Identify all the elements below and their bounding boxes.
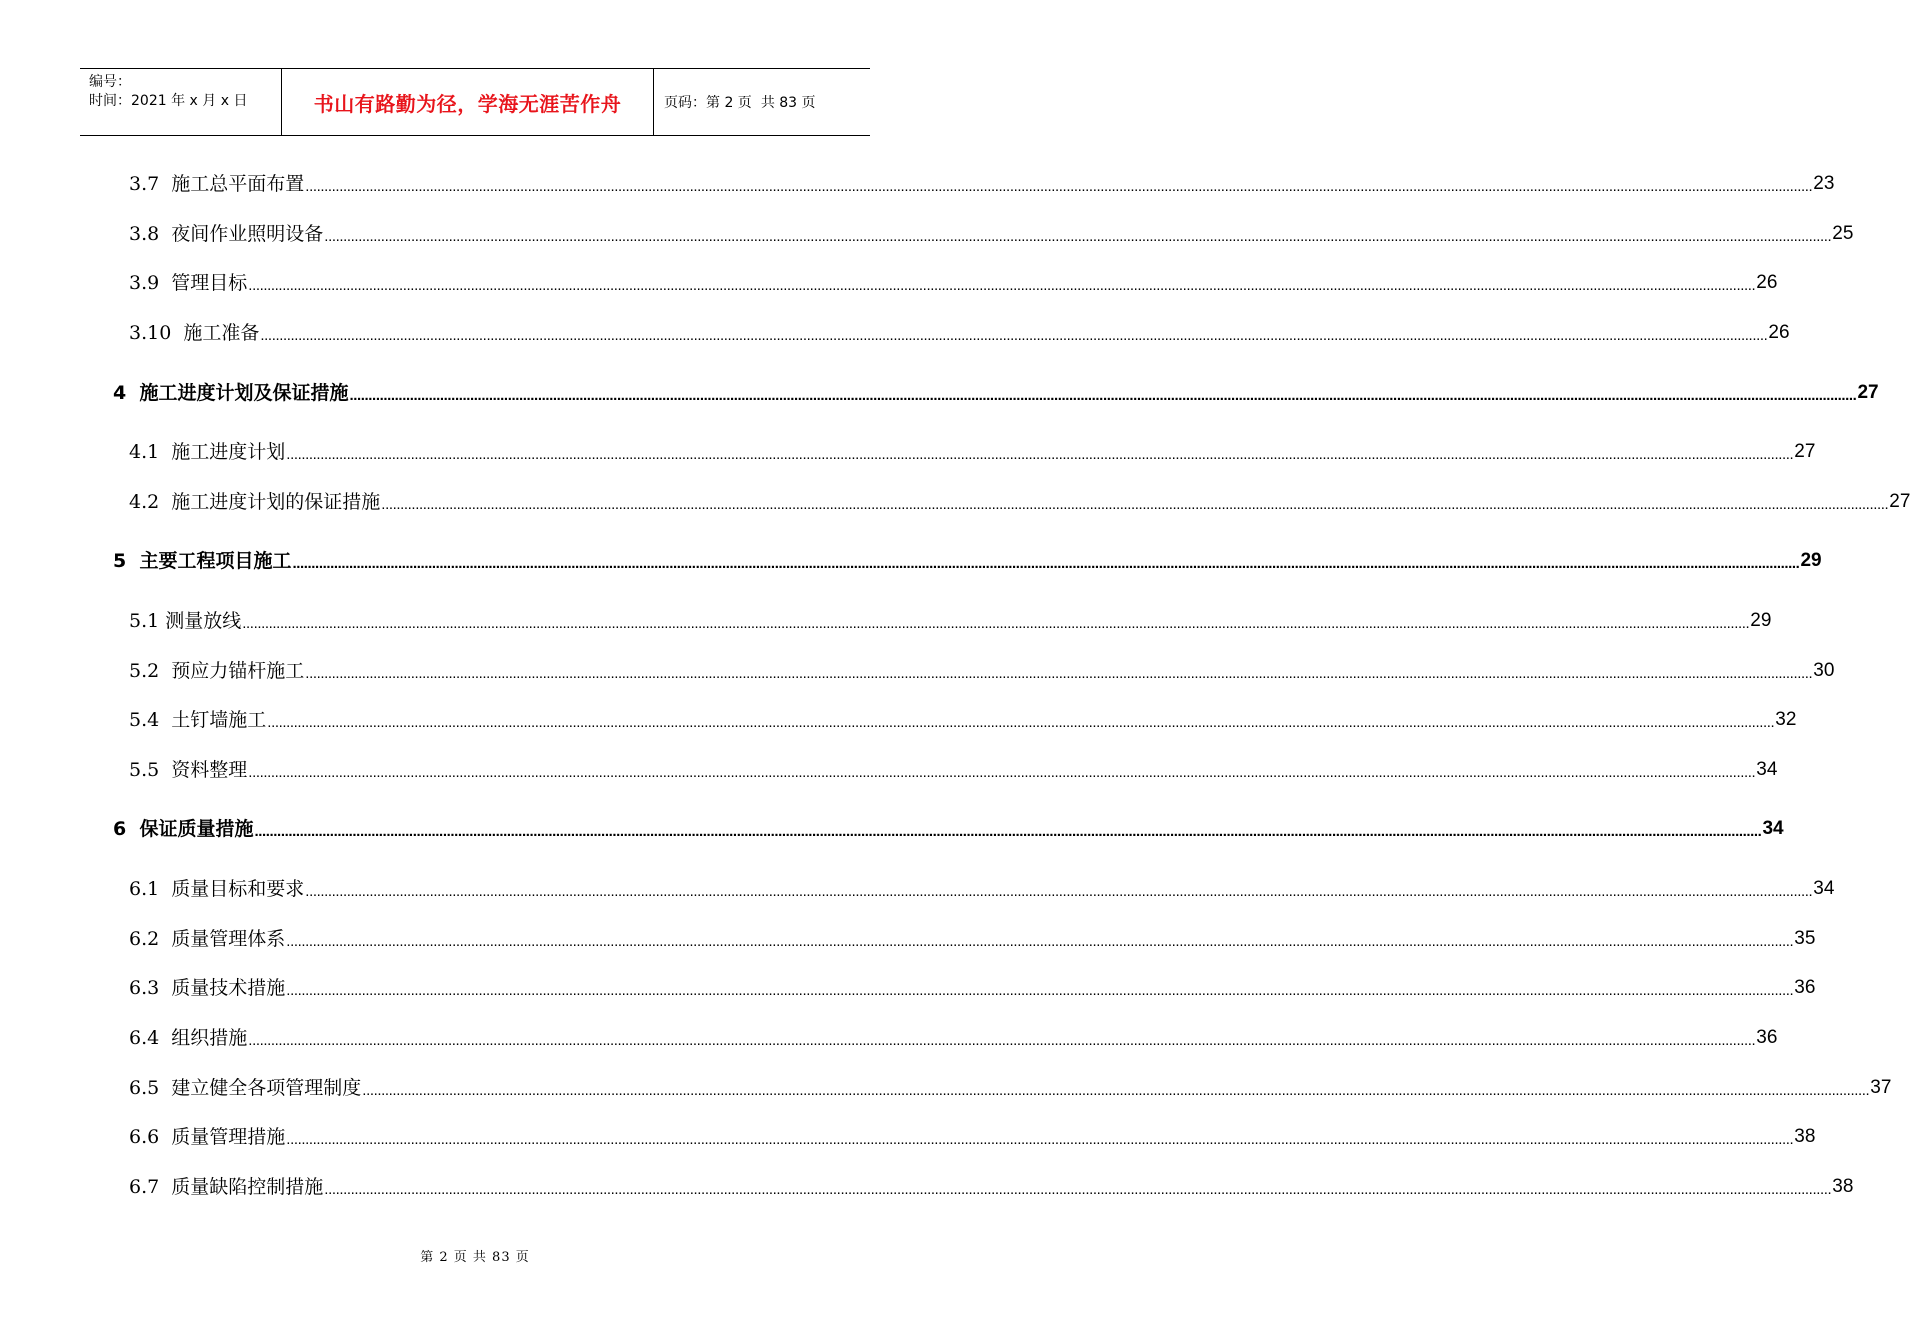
toc-entry-title: 5.4 土钉墙施工: [129, 709, 267, 731]
header-meta-cell: [80, 69, 282, 135]
toc-section-entry[interactable]: [129, 877, 1835, 901]
toc-page-number: 34: [1762, 818, 1784, 839]
page-number-label: 页码：第 2 页: [664, 95, 752, 111]
page-header: [80, 68, 870, 136]
toc-entry-title: 4.2 施工进度计划的保证措施: [129, 491, 381, 513]
toc-dot-leader: ................................................................................................................................................................................................................................................................................................................................................................................................................: [286, 1131, 1794, 1148]
toc-entry-title: 3.8 夜间作业照明设备: [129, 223, 324, 245]
toc-page-number: 32: [1775, 709, 1797, 730]
toc-dot-leader: ................................................................................................................................................................................................................................................................................................................................................................................................................: [305, 665, 1813, 682]
toc-entry-title: 4 施工进度计划及保证措施: [113, 382, 349, 404]
toc-page-number: 29: [1750, 610, 1772, 631]
toc-page-number: 27: [1794, 441, 1816, 462]
toc-section-entry[interactable]: [129, 1125, 1816, 1149]
toc-entry-title: 6.5 建立健全各项管理制度: [129, 1077, 362, 1099]
toc-page-number: 35: [1794, 928, 1816, 949]
toc-section-entry[interactable]: [129, 1175, 1854, 1199]
toc-section-entry[interactable]: [129, 490, 1910, 514]
toc-page-number: 38: [1832, 1176, 1854, 1197]
toc-dot-leader: ................................................................................................................................................................................................................................................................................................................................................................................................................: [324, 1181, 1832, 1198]
toc-entry-title: 5.5 资料整理: [129, 759, 248, 781]
toc-dot-leader: ................................................................................................................................................................................................................................................................................................................................................................................................................: [362, 1082, 1870, 1099]
toc-dot-leader: ................................................................................................................................................................................................................................................................................................................................................................................................................: [324, 228, 1832, 245]
toc-dot-leader: ................................................................................................................................................................................................................................................................................................................................................................................................................: [242, 615, 1750, 632]
toc-page-number: 36: [1756, 1027, 1778, 1048]
toc-section-entry[interactable]: [129, 1026, 1778, 1050]
date-label: 时间：2021 年 x 月 x 日: [89, 93, 248, 109]
toc-section-entry[interactable]: [129, 172, 1835, 196]
toc-section-entry[interactable]: [129, 659, 1835, 683]
toc-page-number: 27: [1857, 382, 1879, 403]
toc-dot-leader: ................................................................................................................................................................................................................................................................................................................................................................................................................: [305, 178, 1813, 195]
toc-dot-leader: ................................................................................................................................................................................................................................................................................................................................................................................................................: [292, 555, 1800, 572]
toc-entry-title: 6.2 质量管理体系: [129, 928, 286, 950]
toc-section-entry[interactable]: [129, 927, 1816, 951]
toc-page-number: 25: [1832, 223, 1854, 244]
toc-section-entry[interactable]: [129, 271, 1778, 295]
toc-entry-title: 6.6 质量管理措施: [129, 1126, 286, 1148]
header-motto-cell: [282, 69, 654, 135]
toc-dot-leader: ................................................................................................................................................................................................................................................................................................................................................................................................................: [286, 446, 1794, 463]
toc-entry-title: 6 保证质量措施: [113, 818, 254, 840]
toc-entry-title: 3.10 施工准备: [129, 322, 260, 344]
toc-page-number: 26: [1756, 272, 1778, 293]
toc-entry-title: 5 主要工程项目施工: [113, 550, 292, 572]
toc-dot-leader: ................................................................................................................................................................................................................................................................................................................................................................................................................: [248, 277, 1756, 294]
page-footer: 第 2 页 共 83 页: [420, 1250, 530, 1265]
toc-entry-title: 3.9 管理目标: [129, 272, 248, 294]
header-page-cell: [654, 69, 870, 135]
toc-section-entry[interactable]: [129, 222, 1854, 246]
toc-dot-leader: ................................................................................................................................................................................................................................................................................................................................................................................................................: [267, 714, 1775, 731]
toc-page-number: 36: [1794, 977, 1816, 998]
toc-entry-title: 5.2 预应力锚杆施工: [129, 660, 305, 682]
toc-dot-leader: ................................................................................................................................................................................................................................................................................................................................................................................................................: [286, 933, 1794, 950]
toc-page-number: 34: [1756, 759, 1778, 780]
toc-page-number: 34: [1813, 878, 1835, 899]
toc-section-entry[interactable]: [129, 321, 1790, 345]
toc-dot-leader: ................................................................................................................................................................................................................................................................................................................................................................................................................: [305, 883, 1813, 900]
toc-dot-leader: ................................................................................................................................................................................................................................................................................................................................................................................................................: [248, 764, 1756, 781]
toc-section-entry[interactable]: [129, 758, 1778, 782]
toc-page-number: 27: [1889, 491, 1910, 512]
toc-dot-leader: ................................................................................................................................................................................................................................................................................................................................................................................................................: [381, 496, 1889, 513]
toc-entry-title: 4.1 施工进度计划: [129, 441, 286, 463]
serial-number-label: 编号：: [89, 74, 131, 90]
toc-dot-leader: ................................................................................................................................................................................................................................................................................................................................................................................................................: [286, 982, 1794, 999]
toc-chapter-entry[interactable]: [113, 381, 1879, 405]
toc-dot-leader: ................................................................................................................................................................................................................................................................................................................................................................................................................: [248, 1032, 1756, 1049]
toc-page-number: 26: [1768, 322, 1790, 343]
toc-entry-title: 6.3 质量技术措施: [129, 977, 286, 999]
toc-dot-leader: ................................................................................................................................................................................................................................................................................................................................................................................................................: [349, 387, 1857, 404]
toc-section-entry[interactable]: [129, 609, 1772, 633]
toc-page-number: 29: [1800, 550, 1822, 571]
toc-dot-leader: ................................................................................................................................................................................................................................................................................................................................................................................................................: [254, 823, 1762, 840]
toc-page-number: 23: [1813, 173, 1835, 194]
toc-section-entry[interactable]: [129, 440, 1816, 464]
toc-entry-title: 6.4 组织措施: [129, 1027, 248, 1049]
toc-section-entry[interactable]: [129, 976, 1816, 1000]
toc-page-number: 38: [1794, 1126, 1816, 1147]
toc-section-entry[interactable]: [129, 708, 1797, 732]
toc-entry-title: 3.7 施工总平面布置: [129, 173, 305, 195]
toc-entry-title: 6.1 质量目标和要求: [129, 878, 305, 900]
toc-dot-leader: ................................................................................................................................................................................................................................................................................................................................................................................................................: [260, 327, 1768, 344]
toc-entry-title: 6.7 质量缺陷控制措施: [129, 1176, 324, 1198]
page-total-label: 共 83 页: [760, 95, 816, 111]
toc-page-number: 30: [1813, 660, 1835, 681]
toc-entry-title: 5.1 测量放线: [129, 610, 242, 632]
toc-section-entry[interactable]: [129, 1076, 1892, 1100]
motto-text: 书山有路勤为径，学海无涯苦作舟: [313, 91, 622, 116]
toc-chapter-entry[interactable]: [113, 817, 1784, 841]
toc-page-number: 37: [1870, 1077, 1892, 1098]
toc-chapter-entry[interactable]: [113, 549, 1822, 573]
